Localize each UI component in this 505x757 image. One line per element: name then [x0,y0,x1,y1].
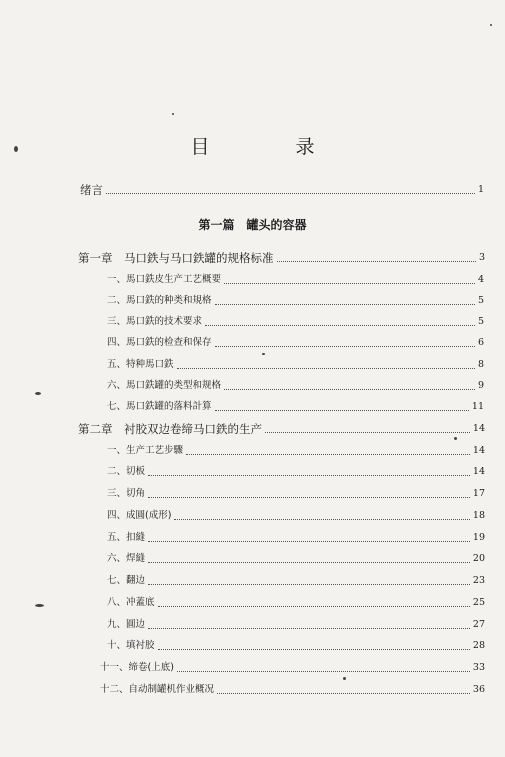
toc-section[interactable] [107,638,485,654]
toc-section-label: 十一、缔卷(上底) [100,662,174,673]
toc-page-number: 5 [477,316,484,327]
dot-leader [215,346,475,347]
toc-section-label: 二、切板 [107,466,146,477]
scan-speck [490,24,492,26]
toc-section[interactable] [107,399,484,415]
toc-section[interactable] [100,682,485,698]
toc-page-number: 5 [477,295,484,306]
toc-section[interactable] [107,314,484,330]
toc-chapter-1[interactable] [78,250,485,266]
dot-leader [205,325,475,326]
dot-leader [215,410,469,411]
toc-section[interactable] [107,357,484,373]
dot-leader [106,193,475,194]
dot-leader [158,649,470,650]
toc-entry-label: 绪言 [80,183,103,197]
scan-speck [35,604,44,607]
toc-section[interactable] [107,335,484,351]
toc-section-label: 七、馬口鉄罐的落料計算 [107,401,212,412]
dot-leader [148,541,470,542]
toc-section[interactable] [107,293,484,309]
toc-section-label: 七、翻边 [107,575,146,586]
toc-section-label: 二、馬口鉄的种类和規格 [107,295,212,306]
toc-section-label: 一、生产工艺步驟 [107,445,184,456]
page-title: 目 录 [190,136,355,158]
scan-speck [35,392,41,395]
toc-section[interactable] [107,464,485,480]
toc-section[interactable] [107,508,485,524]
toc-chapter-2[interactable] [78,421,485,437]
dot-leader [158,606,470,607]
dot-leader [148,562,470,563]
dot-leader [277,261,476,262]
scan-speck [262,353,265,355]
toc-page-number: 6 [477,337,484,348]
dot-leader [148,628,470,629]
scan-speck [343,677,346,680]
toc-page-number: 4 [477,274,484,285]
toc-section-label: 一、馬口鉄皮生产工艺概要 [107,274,222,285]
dot-leader [224,283,475,284]
scan-speck [172,113,174,115]
dot-leader [186,454,470,455]
toc-chapter-label: 第二章 衬胶双边卷缔马口鉄的生产 [78,422,262,436]
toc-section-label: 四、成圓(成形) [107,510,172,521]
toc-page-number: 19 [472,532,485,543]
toc-section-label: 五、扣縫 [107,532,146,543]
dot-leader [177,671,470,672]
dot-leader [224,389,475,390]
toc-page-number: 8 [477,359,484,370]
dot-leader [217,693,470,694]
toc-section[interactable] [107,486,485,502]
toc-section[interactable] [107,378,484,394]
toc-section-label: 十二、自动制罐机作业概况 [100,684,215,695]
toc-page-number: 18 [472,510,485,521]
toc-page-number: 17 [472,488,485,499]
toc-section-label: 九、圓边 [107,619,146,630]
dot-leader [148,584,470,585]
toc-page-number: 28 [472,640,485,651]
toc-section-label: 三、切角 [107,488,146,499]
toc-page-number: 14 [472,445,485,456]
toc-page-number: 1 [477,184,484,195]
toc-page-number: 14 [472,423,485,434]
toc-section[interactable] [107,595,485,611]
toc-page-number: 36 [472,684,485,695]
toc-page-number: 11 [471,401,484,412]
toc-section-label: 四、馬口鉄的检查和保存 [107,337,212,348]
toc-chapter-label: 第一章 马口鉄与马口鉄罐的规格标准 [78,251,274,265]
dot-leader [148,497,470,498]
toc-section-label: 八、冲蓋底 [107,597,155,608]
dot-leader [215,304,475,305]
toc-section-label: 六、馬口鉄罐的类型和规格 [107,380,222,391]
toc-section-label: 五、特种馬口鉄 [107,359,174,370]
toc-page-number: 9 [477,380,484,391]
scan-speck [454,437,457,440]
toc-page-number: 25 [472,597,485,608]
dot-leader [148,475,470,476]
dot-leader [174,519,469,520]
toc-section-label: 三、馬口鉄的技术要求 [107,316,203,327]
toc-section-label: 六、焊縫 [107,553,146,564]
toc-section[interactable] [107,617,485,633]
toc-section[interactable] [107,443,485,459]
toc-section[interactable] [107,272,484,288]
toc-entry-intro[interactable] [80,182,484,198]
toc-page-number: 20 [472,553,485,564]
dot-leader [265,432,470,433]
toc-section[interactable] [107,551,485,567]
part-title: 第一篇 罐头的容器 [198,218,307,232]
toc-section[interactable] [107,573,485,589]
toc-page-number: 33 [472,662,485,673]
toc-page-number: 3 [478,252,485,263]
toc-page-number: 14 [472,466,485,477]
toc-page-number: 27 [472,619,485,630]
toc-page-number: 23 [472,575,485,586]
scan-speck [14,146,18,152]
toc-section[interactable] [100,660,485,676]
dot-leader [177,368,475,369]
toc-section-label: 十、填衬胶 [107,640,155,651]
toc-section[interactable] [107,530,485,546]
